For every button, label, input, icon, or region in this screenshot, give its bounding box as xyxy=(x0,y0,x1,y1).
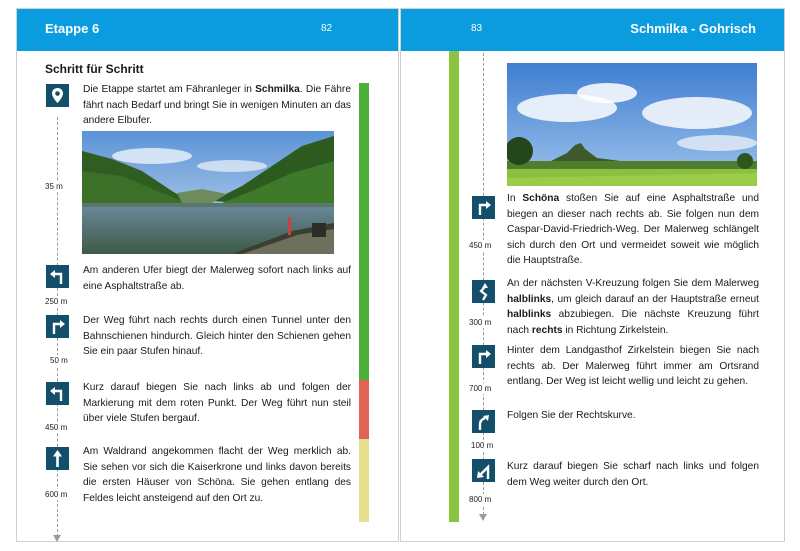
distance-label: 600 m xyxy=(45,490,68,499)
step-text xyxy=(83,313,351,360)
photo-zirkelstein xyxy=(507,63,757,186)
distance-label: 700 m xyxy=(469,384,492,393)
page-number-right: 83 xyxy=(471,23,483,34)
step-text-bold: rechts xyxy=(531,324,563,336)
stage-title: Etappe 6 xyxy=(45,21,100,36)
location-pin-icon xyxy=(46,84,69,107)
step-text-segment: An der nächsten V-Kreuzung folgen Sie dem Malerweg xyxy=(507,278,759,289)
step-text-bold: halblinks xyxy=(507,309,552,320)
step-text xyxy=(507,343,759,390)
right-page xyxy=(400,8,785,542)
difficulty-bar-easy xyxy=(359,83,369,380)
step-text-bold: Schmilka xyxy=(255,84,300,95)
distance-label: 450 m xyxy=(45,423,68,432)
step-text-segment: stoßen Sie auf eine Asphaltstraße und biegen an dieser nach rechts ab. Sie folgen nun dem Caspar-David-Friedrich-Weg. Der Malerweg schlängelt sich durch den Ort und vermeidet soweit wie möglich die Hauptstraße. xyxy=(507,193,759,266)
section-title: Schritt für Schritt xyxy=(45,62,144,76)
step-text xyxy=(83,263,351,294)
step-text xyxy=(83,444,351,506)
step-text-segment: abzubiegen. Die nächste Kreuzung führt nach xyxy=(507,309,759,336)
step-text-segment: Der Weg führt nach rechts durch einen Tunnel unter den Bahnschienen hindurch. Gleich hinter den Schienen gehen Sie ein paar Stufen hinauf. xyxy=(83,315,351,357)
turn-left-icon xyxy=(46,265,69,288)
difficulty-bar-hard xyxy=(359,380,369,439)
step-text xyxy=(83,82,351,129)
step-text xyxy=(83,380,351,427)
distance-label: 100 m xyxy=(471,441,494,450)
step-text-segment: Am Waldrand angekommen flacht der Weg merklich ab. Sie sehen vor sich die Kaiserkrone und links davon bereits die ersten Häuser von Schöna. Sie gehen entlang des Feldes leicht ansteigend auf den Ort zu. xyxy=(83,446,351,504)
distance-label: 250 m xyxy=(45,297,68,306)
sharp-left-icon xyxy=(472,459,495,482)
straight-ahead-icon xyxy=(46,447,69,470)
turn-right-icon xyxy=(472,345,495,368)
turn-right-icon xyxy=(46,315,69,338)
route-arrow-down-icon xyxy=(53,535,61,542)
step-text-segment: in Richtung Zirkelstein. xyxy=(562,324,669,336)
distance-label: 35 m xyxy=(45,182,63,191)
step-text-segment: Folgen Sie der Rechtskurve. xyxy=(507,410,636,421)
step-text xyxy=(507,276,759,338)
page-number-left: 82 xyxy=(321,23,333,34)
step-text xyxy=(507,408,759,424)
step-text-segment: Hinter dem Landgasthof Zirkelstein biegen Sie nach rechts ab. Der Malerweg führt immer am Ortsrand entlang. Der Weg ist leicht wellig und leicht zu gehen. xyxy=(507,345,759,387)
distance-label: 450 m xyxy=(469,241,492,250)
difficulty-bar-easy xyxy=(449,51,459,522)
step-text-bold: Schöna xyxy=(522,193,560,204)
photo-elbe-river xyxy=(82,131,334,254)
zigzag-icon xyxy=(472,280,495,303)
route-arrow-down-icon xyxy=(479,514,487,521)
distance-label: 300 m xyxy=(469,318,492,327)
distance-label: 50 m xyxy=(50,356,68,365)
distance-label: 800 m xyxy=(469,495,492,504)
step-text-segment: Kurz darauf biegen Sie nach links ab und folgen der Markierung mit dem roten Punkt. Der Weg führt nun steil über viele Stufen bergauf. xyxy=(83,382,351,424)
step-text-segment: . Die Fähre fährt nach Bedarf und bringt Sie in wenigen Minuten an das andere Elbufer. xyxy=(83,84,351,126)
stage-route-title: Schmilka - Gohrisch xyxy=(630,21,756,36)
step-text-bold: halblinks xyxy=(507,293,552,305)
right-curve-icon xyxy=(472,410,495,433)
left-page xyxy=(16,8,399,542)
step-text-segment: Am anderen Ufer biegt der Malerweg sofort nach links auf eine Asphaltstraße ab. xyxy=(83,265,351,292)
step-text-segment: Die Etappe startet am Fähranleger in xyxy=(83,84,256,95)
right-page-header xyxy=(401,9,784,51)
step-text-segment: Kurz darauf biegen Sie scharf nach links und folgen dem Weg weiter durch den Ort. xyxy=(507,461,759,488)
step-text xyxy=(507,459,759,490)
turn-right-icon xyxy=(472,196,495,219)
step-text-segment: , um gleich darauf an der Hauptstraße erneut xyxy=(551,293,759,305)
left-page-header xyxy=(17,9,398,51)
turn-left-icon xyxy=(46,382,69,405)
step-text-segment: In xyxy=(507,193,523,204)
step-text xyxy=(507,191,759,269)
difficulty-bar-medium xyxy=(359,439,369,522)
